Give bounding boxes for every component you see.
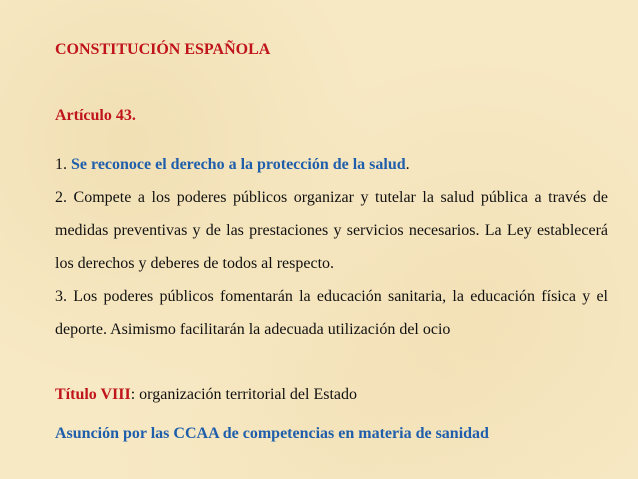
article-heading: Artículo 43. xyxy=(55,107,136,124)
asuncion-line: Asunción por las CCAA de competencias en materia de sanidad xyxy=(55,425,489,442)
article-body xyxy=(55,148,608,346)
titulo-viii-label: Título VIII xyxy=(55,386,131,403)
point-1-period: . xyxy=(405,156,410,173)
point-3: 3. Los poderes públicos fomentarán la educación sanitaria, la educación física y el deporte. Asimismo facilitarán la adecuada utilización del ocio xyxy=(55,288,608,338)
constitution-title: CONSTITUCIÓN ESPAÑOLA xyxy=(55,41,271,58)
point-2: 2. Compete a los poderes públicos organizar y tutelar la salud pública a través de medidas preventivas y de las prestaciones y servicios necesarios. La Ley establecerá los derechos y deberes de todos al respecto. xyxy=(55,189,608,272)
titulo-viii-line xyxy=(55,385,608,405)
titulo-viii-text: : organización territorial del Estado xyxy=(130,386,358,403)
point-1-number: 1. xyxy=(55,156,71,173)
point-1-text: Se reconoce el derecho a la protección de la salud xyxy=(71,156,406,173)
point-1 xyxy=(55,148,608,181)
